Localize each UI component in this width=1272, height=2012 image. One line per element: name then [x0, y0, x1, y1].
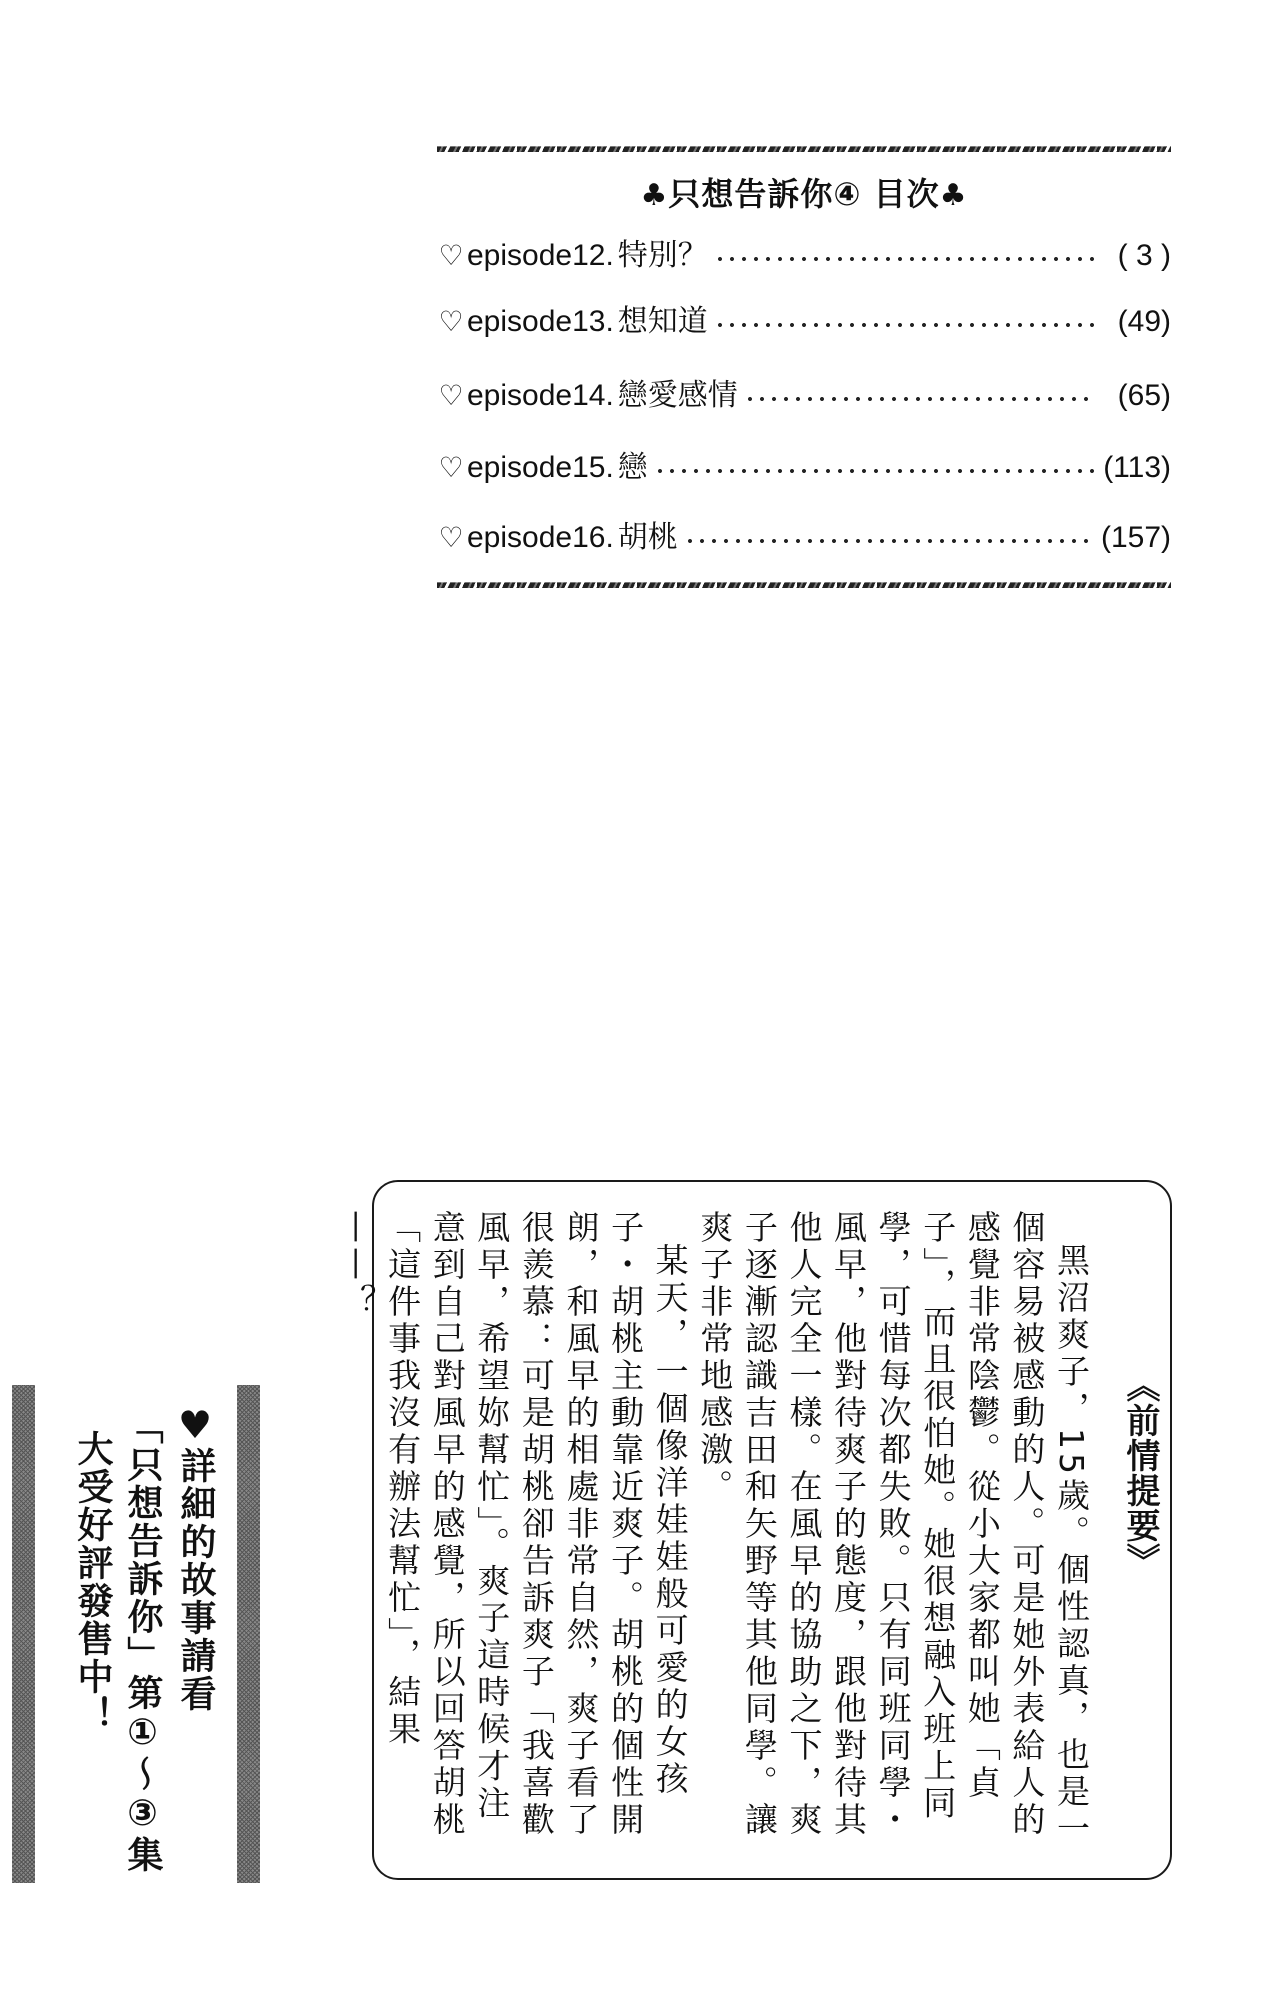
summary-paragraph: 某天，一個像洋娃娃般可愛的女孩子・胡桃主動靠近爽子。胡桃的個性開朗，和風早的相處非常自然，爽子看了很羨慕：可是胡桃卻告訴爽子「我喜歡風早，希望妳幫忙」。爽子這時候才注意到自己對風早的感覺，所以回答胡桃「這件事我沒有辦法幫忙」，結果——？ — [338, 1210, 690, 1839]
episode-title: 特別？ — [617, 238, 708, 273]
heart-outline-icon: ♡ — [438, 305, 464, 338]
toc-entry[interactable] — [437, 446, 1171, 490]
dot-leader — [744, 396, 1095, 402]
toc-entry[interactable] — [437, 300, 1171, 344]
toc-bottom-border — [437, 580, 1171, 588]
promo-border-left — [12, 1385, 35, 1883]
toc-entry[interactable] — [437, 374, 1171, 418]
promo-line-2: 「只想告訴你」第①～③集 — [122, 1408, 163, 1874]
episode-title: 想知道 — [617, 304, 708, 339]
heart-outline-icon: ♡ — [438, 451, 464, 484]
dot-leader — [714, 322, 1095, 328]
episode-label: episode16. — [467, 521, 614, 554]
club-icon: ♣ — [939, 178, 968, 213]
page-number: (65) — [1117, 379, 1171, 412]
promo-line-3: 大受好評發售中！ — [72, 1430, 113, 1734]
episode-title: 戀愛感情 — [617, 378, 738, 413]
heart-outline-icon: ♡ — [438, 239, 464, 272]
club-icon: ♣ — [640, 178, 669, 213]
toc-title-text: 只想告訴你④ 目次 — [668, 175, 940, 213]
episode-label: episode12. — [467, 239, 614, 272]
promo-line-1 — [175, 1403, 215, 1713]
page-number: (113) — [1103, 451, 1171, 484]
page-number: ( 3 ) — [1117, 239, 1171, 272]
episode-label: episode14. — [467, 379, 614, 412]
page-number: (157) — [1100, 521, 1171, 554]
promo-border-right — [237, 1385, 260, 1883]
promo-line-1-text: 詳細的故事請看 — [175, 1447, 216, 1713]
episode-title: 戀 — [617, 450, 648, 485]
heart-outline-icon: ♡ — [438, 379, 464, 412]
dot-leader — [714, 256, 1095, 262]
heart-filled-icon: ♥ — [173, 1403, 217, 1447]
summary-paragraph: 黑沼爽子，15歲。個性認真，也是一個容易被感動的人。可是她外表給人的感覺非常陰鬱。從小大家都叫她「貞子」，而且很怕她。她很想融入班上同學，可惜每次都失敗。只有同班同學・風早，他對待爽子的態度，跟他對待其他人完全一樣。在風早的協助之下，爽子逐漸認識吉田和矢野等其他同學。讓爽子非常地感激。 — [695, 1210, 1091, 1848]
episode-label: episode15. — [467, 451, 614, 484]
summary-title: 《前情提要》 — [1120, 1368, 1160, 1578]
heart-outline-icon: ♡ — [438, 521, 464, 554]
episode-title: 胡桃 — [617, 520, 678, 555]
toc-top-border — [437, 144, 1171, 152]
dot-leader — [684, 538, 1095, 544]
dot-leader — [654, 468, 1095, 474]
toc-title — [437, 174, 1171, 216]
page-number: (49) — [1117, 305, 1171, 338]
toc-entry[interactable] — [437, 234, 1171, 278]
episode-label: episode13. — [467, 305, 614, 338]
toc-entry[interactable] — [437, 516, 1171, 560]
table-of-contents — [437, 144, 1171, 588]
summary-body — [338, 1210, 1093, 1850]
